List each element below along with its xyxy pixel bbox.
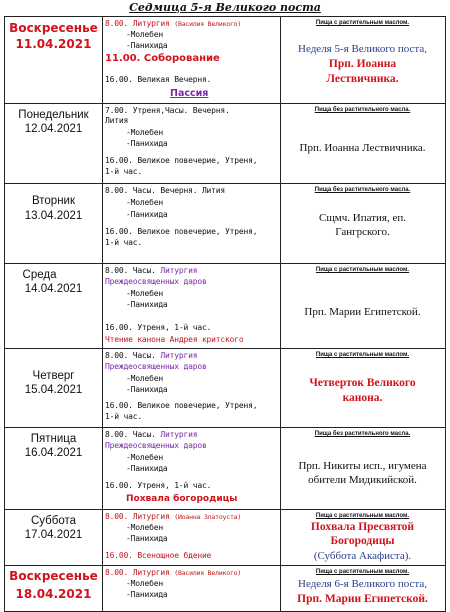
day-date: 14.04.2021 [24,283,83,295]
service-line: Пассия [170,88,209,99]
services-cell [102,428,281,509]
service-line: -Панихида [126,385,168,394]
day-cell [5,428,103,509]
service-line: -Молебен [126,579,163,588]
commemoration-line: канона. [342,392,383,404]
services-cell [102,104,281,183]
day-cell [5,17,103,103]
commemoration-line: Прп. Марии Египетской. [304,306,421,318]
services-cell [102,264,281,348]
commemoration-line: Четверток Великого [309,377,416,389]
commemoration-cell [280,349,445,427]
day-cell [5,264,103,348]
day-date: 13.04.2021 [24,210,83,222]
day-name: Среда [22,269,57,281]
day-cell [5,510,103,565]
fast-label: Пища с растительным маслом. [315,352,410,358]
fast-label: Пища без растительного масла. [314,431,411,437]
commemoration-line: Прп. Иоанна [328,58,397,70]
day-name: Вторник [31,195,76,207]
service-line: 16.00. Всенощное бдение [105,551,212,560]
service-line: -Панихида [126,139,168,148]
service-line: -Молебен [126,453,163,462]
table-row [4,566,446,612]
commemoration-cell [280,428,445,509]
commemoration-cell [280,264,445,348]
day-date: 11.04.2021 [15,37,92,51]
table-row [4,16,446,104]
service-line: -Молебен [126,30,163,39]
fast-label: Пища с растительным маслом. [315,569,410,575]
commemoration-cell [280,104,445,183]
service-line: 16.00. Утреня, 1-й час. [105,481,212,490]
commemoration-line: Сщмч. Ипатия, еп. [318,212,406,224]
service-line: 8.00. Литургия (Василия Великого) [105,19,242,28]
service-line: 8.00. Часы. Литургия [105,266,198,275]
fast-label: Пища без растительного масла. [314,107,411,113]
commemoration-line: Прп. Никиты исп., игумена [298,460,427,472]
service-line: Лития [105,116,129,125]
fast-label: Пища без растительного масла. [314,187,411,193]
service-line: Похвала богородицы [126,494,238,504]
service-line: 8.00. Часы. Литургия [105,430,198,439]
services-cell [102,349,281,427]
commemoration-cell [280,17,445,103]
commemoration-line: Неделя 5-я Великого поста, [298,43,427,55]
commemoration-line: (Суббота Акафиста). [313,550,412,562]
service-line: 16.00. Великое повечерие, Утреня, [105,401,258,410]
service-line: 16.00. Великая Вечерня. [105,75,212,84]
service-line: 1-й час. [105,167,142,176]
service-line: 16.00. Великое повечерие, Утреня, [105,156,258,165]
day-cell [5,184,103,263]
service-line: Чтение канона Андрея критского [105,335,244,344]
service-line: Преждеосвященных даров [105,362,207,371]
commemoration-line: Гангрского. [335,226,390,238]
service-line: -Молебен [126,128,163,137]
commemoration-cell [280,566,445,611]
services-cell [102,17,281,103]
day-name: Воскресенье [9,569,98,583]
day-date: 15.04.2021 [24,384,83,396]
commemoration-line: Лествичника. [326,73,399,85]
service-line: 8.00. Литургия (Иоанна Златоуста) [105,512,242,521]
day-cell [5,566,103,611]
service-line: -Панихида [126,210,168,219]
day-cell [5,349,103,427]
day-name: Пятница [30,433,77,445]
service-line: -Молебен [126,198,163,207]
fast-label: Пища с растительным маслом. [315,20,410,26]
services-cell [102,510,281,565]
service-line: 16.00. Утреня, 1-й час. [105,323,212,332]
day-date: 16.04.2021 [24,447,83,459]
commemoration-line: Богородицы [330,535,395,547]
commemoration-cell [280,184,445,263]
services-cell [102,566,281,611]
service-line: -Панихида [126,464,168,473]
service-line: -Молебен [126,289,163,298]
commemoration-line: Неделя 6-я Великого поста, [298,578,427,590]
day-date: 17.04.2021 [24,529,83,541]
service-line: Преждеосвященных даров [105,441,207,450]
service-line: 8.00. Часы. Вечерня. Лития [105,186,226,195]
day-name: Понедельник [18,109,89,121]
service-line: 7.00. Утреня,Часы. Вечерня. [105,106,230,115]
day-name: Воскресенье [9,21,98,35]
commemoration-line: обители Мидикийской. [308,474,417,486]
commemoration-line: Прп. Иоанна Лествичника. [299,142,426,154]
service-line: 8.00. Литургия (Василия Великого) [105,568,242,577]
service-line: -Панихида [126,41,168,50]
table-row [4,428,446,510]
commemoration-line: Прп. Марии Египетской. [297,593,428,605]
commemoration-cell [280,510,445,565]
day-date: 18.04.2021 [15,587,92,601]
commemoration-line: Похвала Пресвятой [310,521,415,533]
table-row [4,510,446,566]
table-row [4,264,446,349]
service-line: 1-й час. [105,238,142,247]
service-line: -Панихида [126,300,168,309]
service-line: -Молебен [126,374,163,383]
service-line: Преждеосвященных даров [105,277,207,286]
service-line: -Молебен [126,523,163,532]
service-line: 16.00. Великое повечерие, Утреня, [105,227,258,236]
page-title: Седмица 5-я Великого поста [129,1,321,14]
service-line: 11.00. Соборование [105,53,220,64]
fast-label: Пища с растительным маслом. [315,267,410,273]
day-date: 12.04.2021 [24,123,83,135]
service-line: -Панихида [126,590,168,599]
day-name: Суббота [30,515,77,527]
service-line: 8.00. Часы. Литургия [105,351,198,360]
table-row [4,184,446,264]
services-cell [102,184,281,263]
service-line: -Панихида [126,534,168,543]
fast-label: Пища с растительным маслом. [315,513,410,519]
day-name: Четверг [32,370,75,382]
day-cell [5,104,103,183]
service-line: 1-й час. [105,412,142,421]
table-row [4,104,446,184]
table-row [4,349,446,428]
